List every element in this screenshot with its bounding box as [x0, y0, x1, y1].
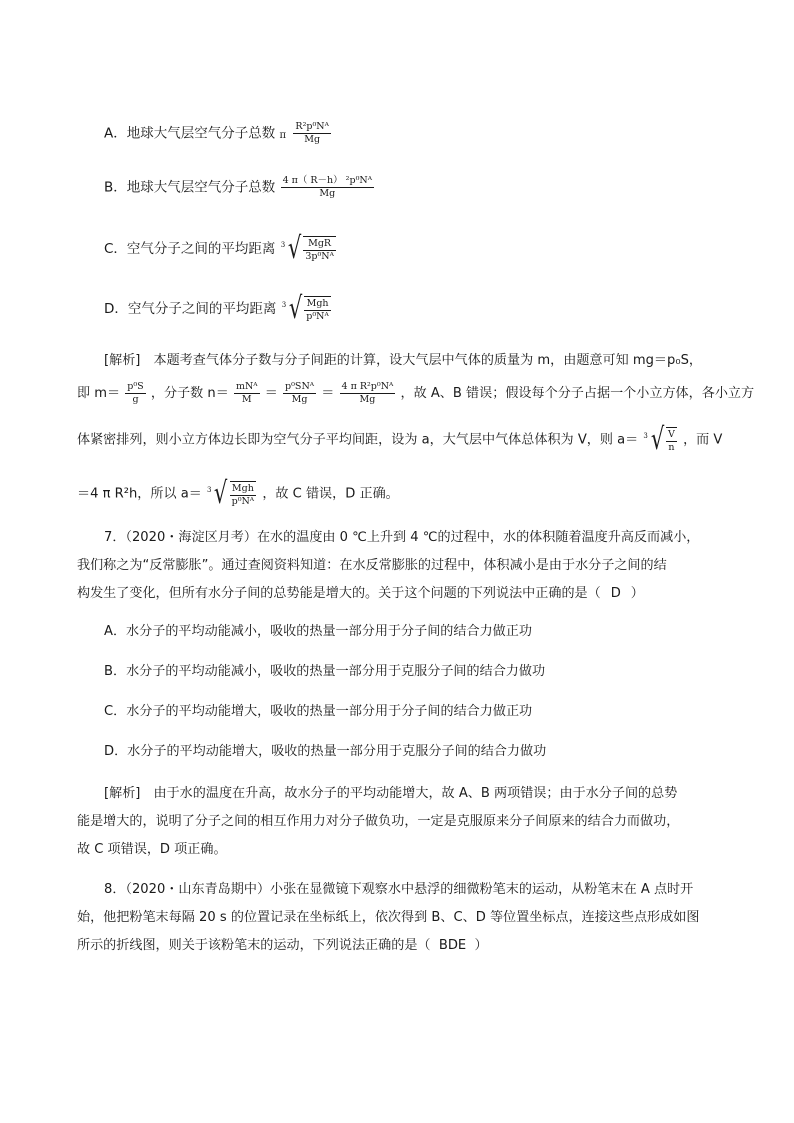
text: ，故 A、B 错误；假设每个分子占据一个小立方体，各小立方	[400, 386, 755, 401]
text: ＝	[264, 386, 278, 401]
option-a-fraction	[293, 121, 330, 146]
text: ＝4 π R²h，所以 a＝	[77, 486, 202, 502]
fraction-numerator: p⁰S	[127, 381, 144, 392]
text: ，分子数 n＝	[150, 386, 229, 401]
option-b	[104, 175, 375, 200]
analysis-q6-line3	[77, 424, 722, 456]
option-d-fraction	[304, 296, 331, 323]
option-a	[104, 121, 332, 146]
fraction-numerator: MgR	[303, 238, 336, 251]
q7-option-d: D．水分子的平均动能增大，吸收的热量一部分用于克服分子间的结合力做功	[104, 744, 547, 759]
option-c-fraction	[303, 236, 336, 263]
radical-sign-icon: √	[288, 231, 302, 266]
fraction-denominator: 3p⁰Nᴬ	[305, 250, 334, 262]
answer: D	[610, 586, 621, 601]
text: ，而 V	[683, 432, 723, 448]
fraction-denominator: Mg	[359, 394, 376, 405]
fraction-numerator: R²p⁰Nᴬ	[295, 121, 329, 132]
pi-symbol: π	[279, 129, 287, 141]
cube-root	[281, 233, 337, 265]
fraction-denominator: M	[241, 394, 252, 405]
q8-line2: 始，他把粉笔末每隔 20 s 的位置记录在坐标纸上，依次得到 B、C、D 等位置坐标点，连接这些点形成如图	[77, 910, 700, 925]
fraction	[125, 381, 145, 406]
fraction-numerator: Mgh	[304, 298, 331, 311]
fraction-numerator: p⁰SNᴬ	[285, 381, 315, 392]
cube-root	[643, 424, 677, 456]
analysis-q7-line3: 故 C 项错误，D 项正确。	[77, 842, 227, 857]
cube-root	[207, 478, 257, 510]
q7-option-b: B．水分子的平均动能减小，吸收的热量一部分用于克服分子间的结合力做功	[104, 664, 546, 679]
fraction-denominator: Mg	[319, 188, 336, 199]
analysis-q7-line1: [解析] 由于水的温度在升高，故水分子的平均动能增大，故 A、B 两项错误；由于水分子间的总势	[104, 786, 678, 801]
fraction-denominator: p⁰Nᴬ	[231, 495, 255, 507]
q7-option-a: A．水分子的平均动能减小，吸收的热量一部分用于分子间的结合力做正功	[104, 624, 532, 639]
radical-sign-icon: √	[650, 422, 665, 457]
radical-sign-icon: √	[289, 291, 303, 326]
fraction-numerator: 4 π R²p⁰Nᴬ	[341, 381, 394, 392]
option-a-text: A．地球大气层空气分子总数	[104, 125, 276, 142]
fraction	[340, 381, 396, 406]
option-c-text: C．空气分子之间的平均距离	[104, 241, 276, 257]
text: ＝	[321, 386, 335, 401]
option-b-fraction	[281, 175, 374, 200]
fraction-denominator: p⁰Nᴬ	[306, 310, 329, 322]
fraction-numerator: Mgh	[230, 483, 257, 496]
root-index: 3	[643, 432, 648, 440]
analysis-q6-line2	[77, 381, 754, 406]
analysis-q6-line4	[77, 478, 399, 510]
text: ，故 C 错误，D 正确。	[262, 486, 399, 502]
fraction-denominator: Mg	[304, 134, 321, 145]
fraction-numerator: mNᴬ	[235, 381, 258, 392]
root-index: 3	[281, 301, 287, 309]
root-index: 3	[280, 241, 286, 249]
fraction	[283, 381, 316, 406]
radical-sign-icon: √	[214, 476, 228, 511]
answer: BDE	[438, 938, 467, 953]
text: 构发生了变化，但所有水分子间的总势能是增大的。关于这个问题的下列说法中正确的是（	[77, 586, 601, 601]
fraction-denominator: n	[668, 441, 675, 453]
text: ）	[474, 938, 488, 953]
fraction-denominator: g	[132, 394, 139, 405]
q7-line3	[77, 584, 644, 604]
q8-line1: 8．（2020・山东青岛期中）小张在显微镜下观察水中悬浮的细微粉笔末的运动，从粉笔末在 A 点时开	[104, 882, 694, 897]
q7-option-c: C．水分子的平均动能增大，吸收的热量一部分用于分子间的结合力做正功	[104, 704, 533, 719]
text: 所示的折线图，则关于该粉笔末的运动，下列说法正确的是（	[77, 938, 431, 953]
cube-root	[282, 293, 332, 325]
fraction-denominator: Mg	[291, 394, 308, 405]
fraction-numerator: 4 π（ R－h） ²p⁰Nᴬ	[282, 175, 373, 186]
option-d-text: D．空气分子之间的平均距离	[104, 301, 277, 317]
fraction-numerator: V	[668, 428, 675, 440]
option-c	[104, 233, 338, 265]
option-b-text: B．地球大气层空气分子总数	[104, 179, 276, 196]
q8-line3	[77, 936, 488, 956]
fraction	[230, 481, 257, 508]
q7-line1: 7．（2020・海淀区月考）在水的温度由 0 ℃上升到 4 ℃的过程中，水的体积随着温度升高反而减小，	[104, 530, 700, 545]
text: 体紧密排列，则小立方体边长即为空气分子平均间距，设为 a，大气层中气体总体积为 V，则 a＝	[77, 432, 639, 448]
fraction	[666, 427, 677, 454]
q7-line2: 我们称之为“反常膨胀”。通过查阅资料知道：在水反常膨胀的过程中，体积减小是由于水分子之间的结	[77, 558, 667, 573]
text: 即 m＝	[77, 386, 121, 401]
option-d	[104, 293, 333, 325]
root-index: 3	[207, 486, 212, 494]
analysis-q7-line2: 能是增大的，说明了分子之间的相互作用力对分子做负功，一定是克服原来分子间原来的结合力而做功，	[77, 814, 680, 829]
text: ）	[630, 586, 644, 601]
analysis-q6-line1: [解析] 本题考查气体分子数与分子间距的计算，设大气层中气体的质量为 m，由题意可知 mg＝p₀S，	[104, 353, 702, 368]
fraction	[234, 381, 260, 406]
